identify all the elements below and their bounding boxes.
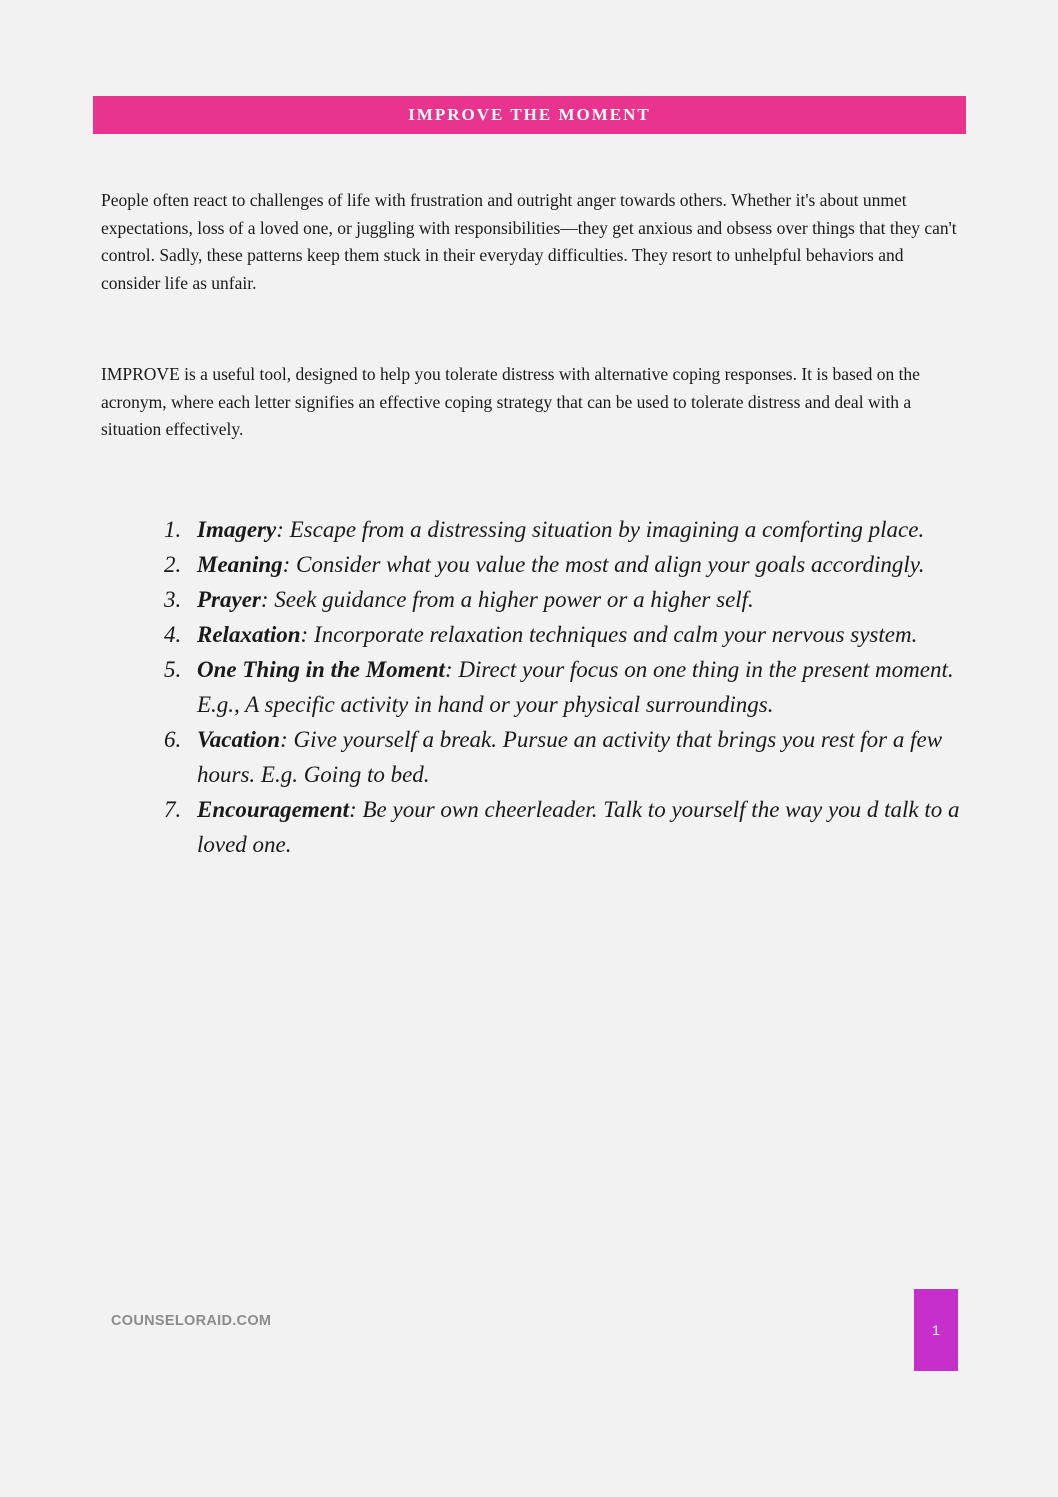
list-item	[160, 547, 960, 582]
title-banner	[93, 96, 966, 134]
list-item	[160, 582, 960, 617]
list-item-term: Relaxation	[197, 622, 301, 647]
strategy-list	[160, 512, 960, 862]
improve-description-paragraph: IMPROVE is a useful tool, designed to help you tolerate distress with alternative coping responses. It is based on the acronym, where each letter signifies an effective coping strategy that can be used to tolerate distress and deal with a situation effectively.	[101, 364, 920, 439]
list-item-description: : Be your own cheerleader. Talk to yourself the way you d talk to a loved one.	[197, 797, 960, 857]
list-item-number: 5.	[164, 657, 182, 682]
list-item-description: : Direct your focus on one thing in the present moment. E.g., A specific activity in hand or your physical surroundings.	[197, 657, 954, 717]
list-item-term: Encouragement	[197, 797, 350, 822]
list-item	[160, 617, 960, 652]
list-item-number: 2.	[164, 552, 182, 577]
page-number: 1	[932, 1322, 940, 1338]
list-item-description: : Consider what you value the most and align your goals accordingly.	[282, 552, 925, 577]
list-item	[160, 792, 960, 862]
footer-site-name: COUNSELORAID.COM	[111, 1313, 272, 1329]
list-item-term: Imagery	[197, 517, 277, 542]
list-item	[160, 652, 960, 722]
list-item-number: 4.	[164, 622, 182, 647]
list-item-number: 7.	[164, 797, 182, 822]
page-title: IMPROVE THE MOMENT	[408, 105, 651, 124]
intro-paragraph: People often react to challenges of life with frustration and outright anger towards others. Whether it's about unmet expectations, loss of a loved one, or juggling with responsibilities—they get anxious and obsess over things that they can't control. Sadly, these patterns keep them stuck in their everyday difficulties. They resort to unhelpful behaviors and consider life as unfair.	[101, 190, 957, 293]
list-item-term: Prayer	[197, 587, 261, 612]
list-item-description: : Give yourself a break. Pursue an activity that brings you rest for a few hours. E.g. Going to bed.	[197, 727, 943, 787]
list-item	[160, 512, 960, 547]
list-item	[160, 722, 960, 792]
list-item-description: : Incorporate relaxation techniques and calm your nervous system.	[300, 622, 918, 647]
list-item-number: 3.	[164, 587, 182, 612]
list-item-term: Vacation	[197, 727, 281, 752]
list-item-term: One Thing in the Moment	[197, 657, 445, 682]
list-item-number: 1.	[164, 517, 182, 542]
list-item-description: : Escape from a distressing situation by imagining a comforting place.	[276, 517, 925, 542]
list-item-description: : Seek guidance from a higher power or a higher self.	[260, 587, 754, 612]
page-number-box	[914, 1289, 958, 1371]
list-item-number: 6.	[164, 727, 182, 752]
list-item-term: Meaning	[197, 552, 283, 577]
